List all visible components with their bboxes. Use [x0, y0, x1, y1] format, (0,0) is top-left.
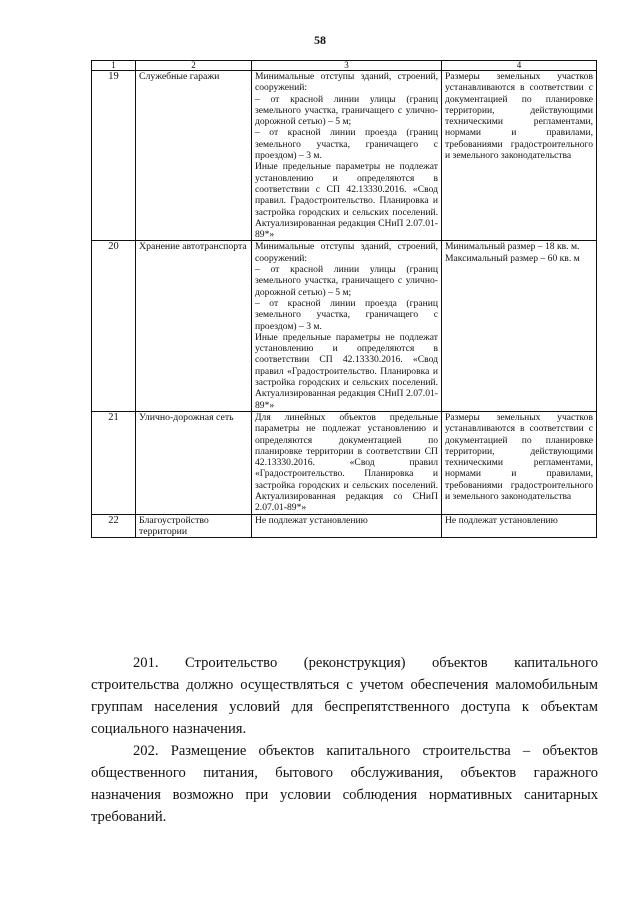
- parameters-cell: [252, 411, 442, 514]
- row-number: 20: [92, 241, 136, 411]
- row-number: 19: [92, 71, 136, 241]
- table-row: [92, 514, 597, 538]
- table-row: [92, 411, 597, 514]
- parameters-text: – от красной линии улицы (границ земельного участка, граничащего с улично-дорожной сетью) – 5 м;: [255, 264, 438, 298]
- parameters-text: Не подлежат установлению: [255, 514, 368, 526]
- column-header: 1: [92, 61, 136, 71]
- zoning-parameters-table: [91, 60, 597, 538]
- parameters-text: – от красной линии улицы (границ земельного участка, граничащего с улично-дорожной сетью) – 5 м;: [255, 93, 438, 128]
- table-row: [92, 71, 597, 241]
- plot-size-text: Минимальный размер – 18 кв. м.: [445, 241, 580, 253]
- row-number: 21: [92, 411, 136, 514]
- row-number: 22: [92, 514, 136, 538]
- column-header: 2: [136, 61, 252, 71]
- parameters-text: Для линейных объектов предельные параметры не подлежат установлению и определяются документацией по планировке территории в соответствии СП 42.13330.2016. «Свод правил «Градостроительство. Планировка и застройка городских и сельских поселений. Актуализированная редакция со СНиП 2.07.01-89*»: [255, 411, 438, 514]
- table-header-row: [92, 61, 597, 71]
- parameters-cell: [252, 241, 442, 411]
- column-header: 3: [252, 61, 442, 71]
- parameters-text: – от красной линии проезда (границ земельного участка, граничащего с проездом) – 3 м.: [255, 127, 438, 162]
- column-header: 4: [442, 61, 597, 71]
- page-number: 58: [314, 33, 326, 47]
- parameters-text: Иные предельные параметры не подлежат установлению и определяются в соответствии СП 42.13330.2016. «Свод правил «Градостроительство. Планировка и застройка городских и сельских поселений. Актуализированная редакция СНиП 2.07.01-89*»: [255, 331, 438, 411]
- plot-size-cell: [442, 71, 597, 241]
- parameters-cell: [252, 514, 442, 538]
- plot-size-cell: [442, 411, 597, 514]
- paragraph-201: 201. Строительство (реконструкция) объектов капитального строительства должно осуществляться с учетом обеспечения маломобильным группам населения условий для беспрепятственного доступа к объектам социального назначения.: [91, 655, 598, 737]
- parameters-text: – от красной линии проезда (границ земельного участка, граничащего с проездом) – 3 м.: [255, 297, 438, 332]
- plot-size-cell: [442, 241, 597, 411]
- parameters-text: Минимальные отступы зданий, строений, сооружений:: [255, 71, 438, 94]
- paragraph-202: 202. Размещение объектов капитального строительства – объектов общественного питания, бытового обслуживания, объектов гаражного назначения возможно при условии соблюдения нормативных санитарных требований.: [91, 743, 598, 825]
- parameters-text: Минимальные отступы зданий, строений, сооружений:: [255, 241, 438, 264]
- table-row: [92, 241, 597, 411]
- plot-size-text: Максимальный размер – 60 кв. м: [445, 252, 580, 264]
- plot-size-text: Не подлежат установлению: [445, 514, 558, 526]
- plot-size-text: Размеры земельных участков устанавливаются в соответствии с документацией по планировке территории, действующими техническими регламентами, нормами и правилами, требованиями градостроительного и земельного законодательства: [445, 411, 593, 502]
- plot-size-cell: [442, 514, 597, 538]
- use-type-name: Улично-дорожная сеть: [136, 411, 252, 514]
- parameters-cell: [252, 71, 442, 241]
- use-type-name: Хранение автотранспорта: [136, 241, 252, 411]
- use-type-name: Благоустройство территории: [136, 514, 252, 538]
- plot-size-text: Размеры земельных участков устанавливаются в соответствии с документацией по планировке территории, действующими техническими регламентами, нормами и правилами, требованиями градостроительного и земельного законодательства: [445, 71, 593, 162]
- use-type-name: Служебные гаражи: [136, 71, 252, 241]
- parameters-text: Иные предельные параметры не подлежат установлению и определяются в соответствии с СП 42.13330.2016. «Свод правил. Градостроительство. Планировка и застройка городских и сельских поселений. Актуализированная редакция СНиП 2.07.01-89*»: [255, 161, 438, 241]
